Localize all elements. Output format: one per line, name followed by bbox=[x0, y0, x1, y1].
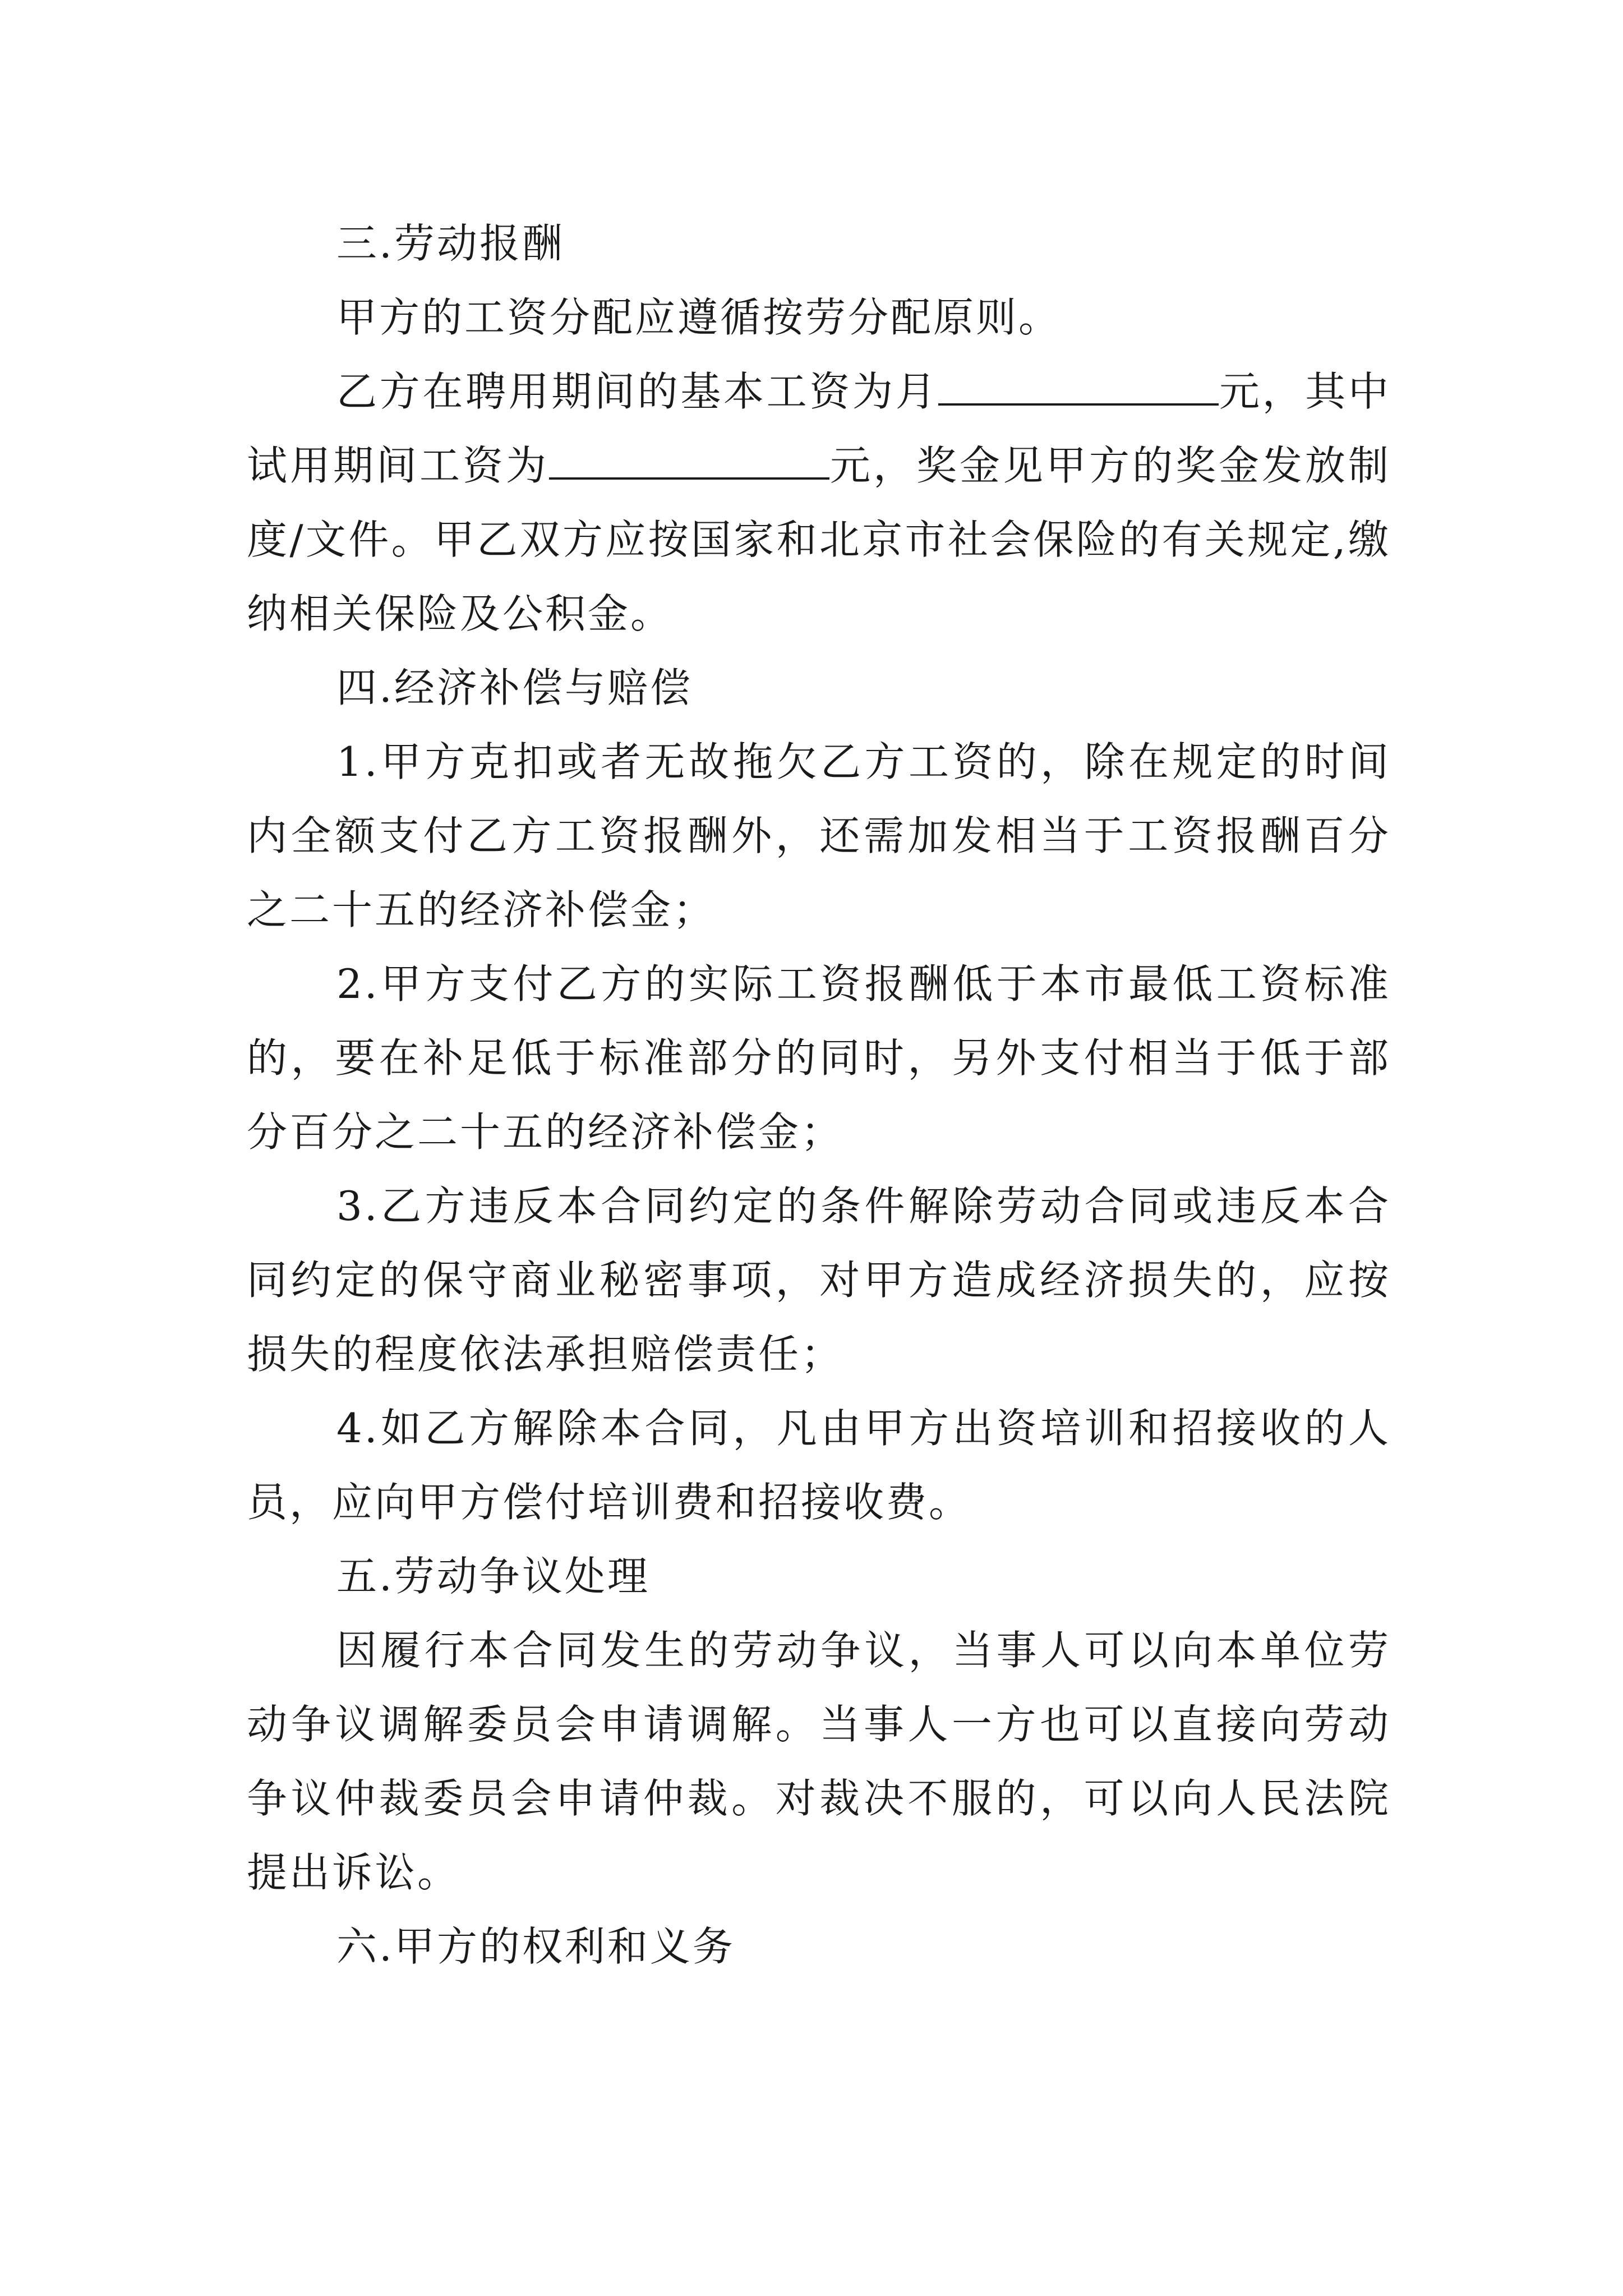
salary-text-before: 乙方在聘用期间的基本工资为月 bbox=[336, 368, 939, 415]
salary-text-after: 元，奖金见甲方的奖金发放制度/文件。甲乙双方应按国家和北京市社会保险的有关规定,缴纳相关保险及公积金。 bbox=[247, 442, 1391, 637]
document-body bbox=[247, 206, 1391, 1984]
salary-text-middle: 元，其中试用期间工资为 bbox=[247, 368, 1391, 489]
monthly-salary-blank bbox=[938, 367, 1219, 406]
section-3-paragraph-1: 甲方的工资分配应遵循按劳分配原则。 bbox=[336, 294, 1062, 341]
section-4-item-4: 4.如乙方解除本合同，凡由甲方出资培训和招接收的人员，应向甲方偿付培训费和招接收费。 bbox=[247, 1405, 1391, 1526]
section-4-item-2: 2.甲方支付乙方的实际工资报酬低于本市最低工资标准的，要在补足低于标准部分的同时，另外支付相当于低于部分百分之二十五的经济补偿金； bbox=[247, 960, 1391, 1156]
section-5-heading: 五.劳动争议处理 bbox=[336, 1553, 650, 1600]
probation-salary-blank bbox=[549, 441, 829, 480]
section-3-paragraph-2 bbox=[247, 355, 1391, 651]
section-5-paragraph-1: 因履行本合同发生的劳动争议，当事人可以向本单位劳动争议调解委员会申请调解。当事人一方也可以直接向劳动争议仲裁委员会申请仲裁。对裁决不服的，可以向人民法院提出诉讼。 bbox=[247, 1627, 1391, 1896]
section-4-item-1: 1.甲方克扣或者无故拖欠乙方工资的，除在规定的时间内全额支付乙方工资报酬外，还需加发相当于工资报酬百分之二十五的经济补偿金； bbox=[247, 738, 1391, 933]
section-6-heading: 六.甲方的权利和义务 bbox=[336, 1923, 735, 1970]
section-3-heading: 三.劳动报酬 bbox=[336, 220, 565, 267]
section-4-item-3: 3.乙方违反本合同约定的条件解除劳动合同或违反本合同约定的保守商业秘密事项，对甲方造成经济损失的，应按损失的程度依法承担赔偿责任； bbox=[247, 1182, 1391, 1378]
section-4-heading: 四.经济补偿与赔偿 bbox=[336, 664, 693, 711]
